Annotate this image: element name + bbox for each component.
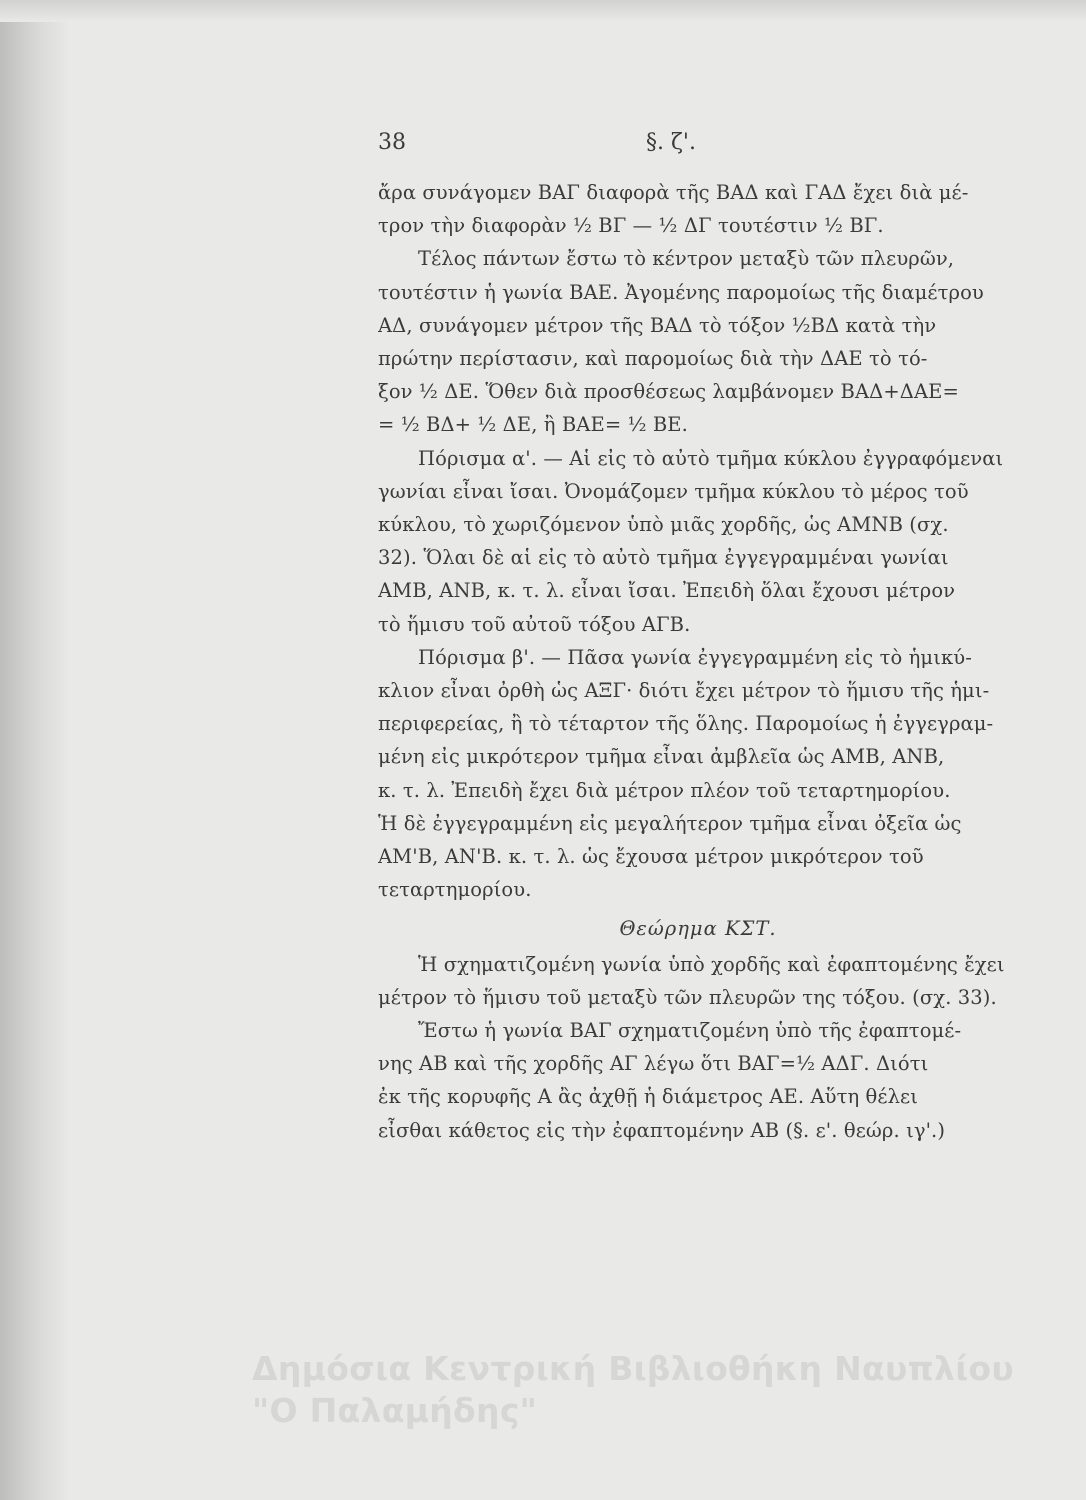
text-line: πρώτην περίστασιν, καὶ παρομοίως διὰ τὴν ΔΑΕ τὸ τό- [378,347,928,371]
text-line: εἶσθαι κάθετος εἰς τὴν ἐφαπτομένην ΑΒ (§. ε'. θεώρ. ιγ'.) [378,1118,946,1142]
text-line: κ. τ. λ. Ἐπειδὴ ἔχει διὰ μέτρον πλέον τοῦ τεταρτημορίου. [378,778,951,802]
text-line: μέτρον τὸ ἥμισυ τοῦ μεταξὺ τῶν πλευρῶν της τόξου. (σχ. 33). [378,985,997,1009]
text-line: 32). Ὅλαι δὲ αἱ εἰς τὸ αὐτὸ τμῆμα ἐγγεγραμμέναι γωνίαι [378,546,949,570]
section-mark: §. ζ'. [646,130,696,155]
text-line: Πόρισμα β'. — Πᾶσα γωνία ἐγγεγραμμένη εἰς τὸ ἡμικύ- [418,645,972,669]
library-watermark [252,1348,1052,1432]
text-line: μένη εἰς μικρότερον τμῆμα εἶναι ἀμβλεῖα ὡς ΑΜΒ, ΑΝΒ, [378,745,945,769]
theorem-title: Θεώρημα ΚΣΤ. [619,917,777,941]
text-line: Ἔστω ἡ γωνία ΒΑΓ σχηματιζομένη ὑπὸ τῆς ἐφαπτομέ- [418,1019,962,1043]
text-line: νης ΑΒ καὶ τῆς χορδῆς ΑΓ λέγω ὅτι ΒΑΓ=½ ΑΔΓ. Διότι [378,1052,929,1076]
text-line: κλιον εἶναι ὀρθὴ ὡς ΑΞΓ· διότι ἔχει μέτρον τὸ ἥμισυ τῆς ἡμι- [378,679,990,703]
text-line: = ½ ΒΔ+ ½ ΔΕ, ἢ ΒΑΕ= ½ ΒΕ. [378,413,688,437]
text-line: Ἡ δὲ ἐγγεγραμμένη εἰς μεγαλήτερον τμῆμα εἶναι ὀξεῖα ὡς [378,811,962,835]
text-line: ἐκ τῆς κορυφῆς Α ἂς ἀχθῇ ἡ διάμετρος ΑΕ. Αὕτη θέλει [378,1085,919,1109]
page-header [378,130,1018,170]
text-line: γωνίαι εἶναι ἴσαι. Ὀνομάζομεν τμῆμα κύκλου τὸ μέρος τοῦ [378,479,969,503]
text-line: Τέλος πάντων ἔστω τὸ κέντρον μεταξὺ τῶν πλευρῶν, [418,247,955,271]
text-line: Ἡ σχηματιζομένη γωνία ὑπὸ χορδῆς καὶ ἐφαπτομένης ἔχει [418,952,1005,976]
text-line: Πόρισμα α'. — Αἱ εἰς τὸ αὐτὸ τμῆμα κύκλου ἐγγραφόμεναι [418,446,1004,470]
text-line: τουτέστιν ἡ γωνία ΒΑΕ. Ἀγομένης παρομοίως τῆς διαμέτρου [378,280,984,304]
text-line: περιφερείας, ἢ τὸ τέταρτον τῆς ὅλης. Παρομοίως ἡ ἐγγεγραμ- [378,712,994,736]
text-line: κύκλου, τὸ χωριζόμενον ὑπὸ μιᾶς χορδῆς, ὡς ΑΜΝΒ (σχ. [378,513,949,537]
page-number: 38 [378,130,406,155]
watermark-line: Δημόσια Κεντρική Βιβλιοθήκη Ναυπλίου [252,1349,1014,1388]
text-line: ἄρα συνάγομεν ΒΑΓ διαφορὰ τῆς ΒΑΔ καὶ ΓΑΔ ἔχει διὰ μέ- [378,181,969,204]
text-line: ΑΜ'Β, ΑΝ'Β. κ. τ. λ. ὡς ἔχουσα μέτρον μικρότερον τοῦ [378,845,924,869]
scan-shadow-edge [0,0,70,1500]
text-line: τρον τὴν διαφορὰν ½ ΒΓ — ½ ΔΓ τουτέστιν ½ ΒΓ. [378,214,884,238]
scan-shadow-top [0,0,1086,22]
text-line: τὸ ἥμισυ τοῦ αὐτοῦ τόξου ΑΓΒ. [378,612,691,636]
watermark-line: "Ο Παλαμήδης" [252,1391,538,1430]
text-line: ΑΔ, συνάγομεν μέτρον τῆς ΒΑΔ τὸ τόξον ½ΒΔ κατὰ τὴν [378,313,937,337]
text-line: ξον ½ ΔΕ. Ὅθεν διὰ προσθέσεως λαμβάνομεν ΒΑΔ+ΔΑΕ= [378,380,959,404]
text-line: ΑΜΒ, ΑΝΒ, κ. τ. λ. εἶναι ἴσαι. Ἐπειδὴ ὅλαι ἔχουσι μέτρον [378,579,956,603]
text-line: τεταρτημορίου. [378,878,532,902]
body-text [378,176,1018,1147]
